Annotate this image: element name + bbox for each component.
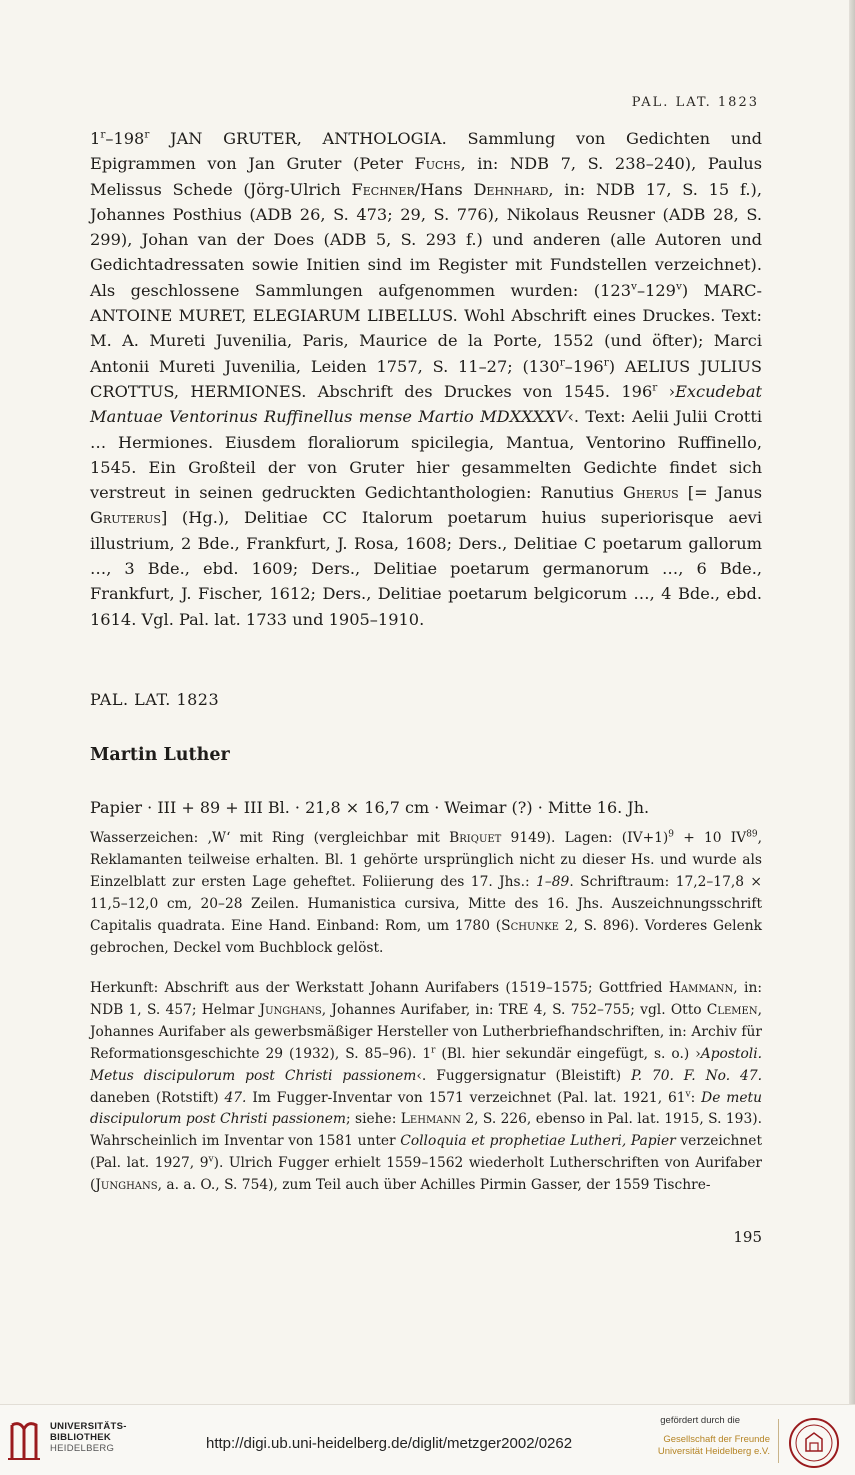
codicological-summary: Papier · III + 89 + III Bl. · 21,8 × 16,7 cm · Weimar (?) · Mitte 16. Jh. [90, 798, 650, 817]
text-run: 2, S. 896). Vorderes Gelenk gebrochen, Deckel vom Buchblock gelöst. [90, 917, 762, 956]
superscript: r [100, 128, 106, 141]
text-run: –129 [636, 280, 676, 300]
superscript: 9 [668, 829, 675, 840]
small-caps-name: Schunke [501, 917, 559, 934]
text-run: [= Janus [678, 483, 763, 503]
italic-text: Colloquia et prophetiae Lutheri, Papier [400, 1133, 676, 1150]
text-run: , in: NDB 17, S. 15 f.), Johannes Posthius (ADB 26, S. 473; 29, S. 776), Nikolaus Reusner (ADB 28, S. 299), Johan van der Does (ADB 5, S. 293 f.) und anderen (alle Autoren und Gedichtadressaten sowie Initien sind im Register mit Fundstellen verzeichnet). Als geschlossene Sammlungen aufgenommen wurden: (123 [90, 179, 762, 300]
text-run: + 10 IV [674, 830, 747, 846]
italic-text: 1–89 [536, 873, 570, 890]
provenance-description [90, 978, 762, 1197]
superscript: r [652, 381, 658, 394]
superscript: r [431, 1045, 436, 1056]
library-name-line-2: BIBLIOTHEK [50, 1432, 112, 1443]
source-url-link[interactable]: http://digi.ub.uni-heidelberg.de/diglit/metzger2002/0262 [206, 1435, 573, 1452]
section-shelfmark: PAL. LAT. 1823 [90, 690, 220, 709]
text-run: ‹. Text: Aelii Julii Crotti … Hermiones. Eiusdem floraliorum spicilegia, Mantua, Ventorino Ruffinello, 1545. Ein Großteil der von Gruter hier gesammelten Gedichte findet sich verstreut in seinen gedruckten Gedichtanthologien: Ranutius [90, 407, 762, 503]
library-name-line-3: HEIDELBERG [50, 1443, 115, 1454]
small-caps-name: Briquet [449, 830, 502, 846]
text-run: ; siehe: [345, 1111, 401, 1128]
superscript: v [685, 1088, 691, 1099]
text-run: 1 [90, 129, 101, 148]
superscript: 89 [746, 829, 758, 840]
superscript: r [603, 356, 609, 369]
italic-text: P. 70. F. No. 47. [631, 1067, 762, 1084]
text-run: JAN GRUTER, ANTHOLOGIA. Sammlung von Gedichten und Epigrammen von Jan Gruter (Peter [90, 129, 762, 174]
university-seal-icon[interactable] [788, 1417, 840, 1469]
italic-text: Apostoli. Metus discipulorum post Christi passionem [90, 1045, 762, 1084]
small-caps-name: Clemen [706, 1001, 758, 1018]
physical-description-paragraph [90, 828, 762, 959]
library-name[interactable] [50, 1421, 127, 1454]
footer-divider [778, 1419, 779, 1463]
page-edge [849, 0, 855, 1474]
society-name-line-1: Gesellschaft der Freunde [663, 1433, 770, 1445]
text-run: ) MARC-ANTOINE MURET, ELEGIARUM LIBELLUS. Wohl Abschrift eines Druckes. Text: M. A. Mureti Juvenilia, Paris, Maurice de la Porte, 1552 (und öfter); Marci Antonii Mureti Juvenilia, Leiden 1757, S. 11–27; (130 [90, 280, 762, 376]
small-caps-name: Fuchs [414, 154, 461, 174]
page-number: 195 [733, 1228, 762, 1246]
society-name-line-2: Universität Heidelberg e.V. [657, 1446, 770, 1457]
small-caps-name: Junghans [95, 1177, 158, 1194]
text-run: Wasserzeichen: ‚W‘ mit Ring (vergleichbar mit [90, 830, 450, 846]
text-run: . Schriftraum: 17,2–17,8 × 11,5–12,0 cm, 20–28 Zeilen. Humanistica cursiva, Mitte des 16. Jhs. Auszeichnungsschrift Capitalis quadrata. Eine Hand. Einband: Rom, um 1780 ( [90, 873, 762, 934]
entry-1822-paragraph [90, 126, 762, 632]
text-run: Herkunft: Abschrift aus der Werkstatt Johann Aurifabers (1519–1575; Gottfried [90, 980, 669, 996]
sponsor-credit[interactable] [636, 1415, 770, 1459]
text-run: , Johannes Aurifaber als gewerbsmäßiger Hersteller von Lutherbriefhandschriften, in: Archiv für Reformationsgeschichte 29 (1932), S. 85–96). 1 [90, 1001, 762, 1062]
library-name-line-1: UNIVERSITÄTS- [50, 1421, 127, 1432]
provenance-paragraph [90, 978, 762, 1197]
small-caps-name: Fechner [351, 179, 415, 199]
text-run: ‹. Fuggersignatur (Bleistift) [416, 1067, 632, 1084]
text-run: , in: NDB 1, S. 457; Helmar [90, 980, 762, 1018]
text-run: Im Fugger-Inventar von 1571 verzeichnet (Pal. lat. 1921, 61 [246, 1089, 686, 1106]
text-run: 9149). Lagen: (IV+1) [501, 830, 669, 846]
text-run: ] (Hg.), Delitiae CC Italorum poetarum huius superiorisque aevi illustrium, 2 Bde., Frankfurt, J. Rosa, 1608; Ders., Delitiae C poetarum gallorum …, 3 Bde., ebd. 1609; Ders., Delitiae poetarum germanorum …, 6 Bde., Frankfurt, J. Fischer, 1612; Ders., Delitiae poetarum belgicorum …, 4 Bde., ebd. 1614. Vgl. Pal. lat. 1733 und 1905–1910. [90, 508, 762, 629]
text-run: verzeichnet (Pal. lat. 1927, 9 [90, 1133, 762, 1172]
small-caps-name: Gruterus [90, 508, 161, 528]
text-run: , a. a. O., S. 754), zum Teil auch über Achilles Pirmin Gasser, der 1559 Tischre- [157, 1177, 711, 1194]
italic-text: Excudebat Mantuae Ventorinus Ruffinellus mense Martio MDXXXXV [90, 381, 762, 427]
superscript: v [631, 280, 637, 293]
superscript: v [208, 1154, 214, 1165]
superscript: r [144, 128, 150, 141]
text-run: : [690, 1089, 702, 1106]
text-run: , Reklamanten teilweise erhalten. Bl. 1 gehörte ursprünglich nicht zu dieser Hs. und wurde als Einzelblatt zur ersten Lage geheftet. Foliierung des 17. Jhs.: [90, 830, 762, 890]
text-run: ). Ulrich Fugger erhielt 1559–1562 wiederholt Lutherschriften von Aurifaber ( [90, 1155, 762, 1194]
entry-1822-text [90, 126, 762, 632]
text-run: daneben (Rotstift) [90, 1089, 225, 1106]
ub-heidelberg-logo-icon[interactable] [6, 1419, 42, 1463]
small-caps-name: Lehmann [400, 1111, 461, 1128]
text-run: ) AELIUS JULIUS CROTTUS, HERMIONES. Abschrift des Druckes von 1545. 196 [90, 356, 762, 401]
small-caps-name: Gherus [623, 483, 679, 503]
section-title: Martin Luther [90, 745, 230, 765]
text-run: , Johannes Aurifaber, in: TRE 4, S. 752–755; vgl. Otto [321, 1001, 707, 1018]
text-run: –196 [564, 356, 604, 376]
text-run: › [657, 381, 676, 401]
text-run: (Bl. hier sekundär eingefügt, s. o.) › [435, 1045, 701, 1062]
text-run: , in: NDB 7, S. 238–240), Paulus Melissus Schede (Jörg-Ulrich [90, 154, 762, 199]
small-caps-name: Hammann [668, 980, 734, 996]
superscript: r [559, 356, 565, 369]
physical-description [90, 828, 762, 959]
text-run: –198 [105, 129, 145, 148]
supported-by-label: gefördert durch die [660, 1415, 740, 1426]
footer-bar [0, 1404, 855, 1475]
italic-text: 47. [224, 1089, 247, 1106]
small-caps-name: Junghans [259, 1001, 322, 1018]
text-run: 2, S. 226, ebenso in Pal. lat. 1915, S. 193). Wahrscheinlich im Inventar von 1581 unter [90, 1111, 762, 1150]
text-run: /Hans [414, 179, 474, 199]
italic-text: De metu discipulorum post Christi passionem [90, 1089, 762, 1128]
superscript: v [675, 280, 682, 293]
running-head: PAL. LAT. 1823 [631, 95, 759, 110]
small-caps-name: Dehnhard [473, 179, 549, 199]
